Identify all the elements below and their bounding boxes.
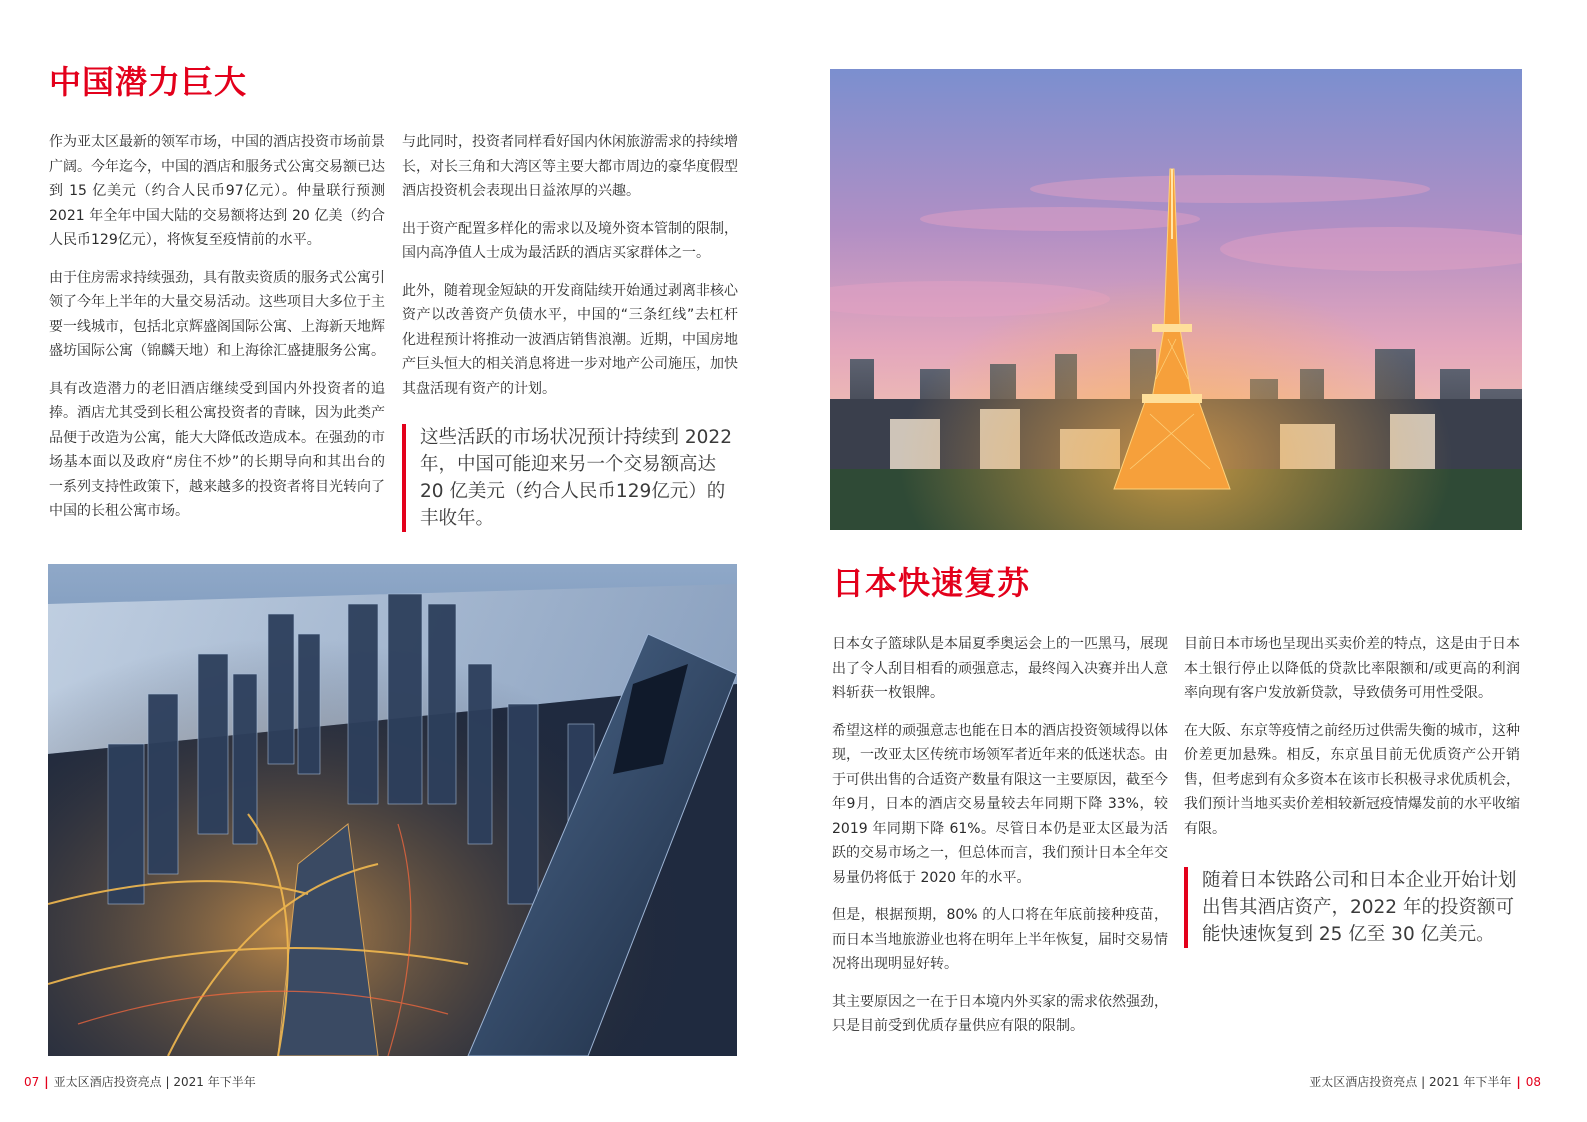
japan-column-2 [1184,632,1520,854]
japan-paragraph: 但是，根据预期，80% 的人口将在年底前接种疫苗，而日本当地旅游业也将在明年上半年恢复，届时交易情况将出现明显好转。 [832,907,1168,972]
shanghai-skyline-photo [48,564,737,1056]
right-footer [1309,1074,1541,1090]
left-footer [24,1074,256,1090]
footer-separator: | [1516,1075,1521,1089]
china-heading: 中国潜力巨大 [49,63,248,101]
japan-paragraph: 目前日本市场也呈现出买卖价差的特点，这是由于日本本土银行停止以降低的贷款比率限额和/或更高的利润率向现有客户发放新贷款，导致债务可用性受限。 [1184,636,1520,701]
china-paragraph: 与此同时，投资者同样看好国内休闲旅游需求的持续增长，对长三角和大湾区等主要大都市周边的豪华度假型酒店投资机会表现出日益浓厚的兴趣。 [402,134,738,199]
left-page-number: 07 [24,1075,40,1089]
china-paragraph: 具有改造潜力的老旧酒店继续受到国内外投资者的追捧。酒店尤其受到长租公寓投资者的青睐，因为此类产品便于改造为公寓，能大大降低改造成本。在强劲的市场基本面以及政府“房住不炒”的长期导向和其出台的一系列支持性政策下，越来越多的投资者将目光转向了中国的长租公寓市场。 [49,380,385,519]
left-footer-title: 亚太区酒店投资亮点 | 2021 年下半年 [53,1075,256,1089]
china-column-1 [49,130,385,537]
right-page-number: 08 [1525,1075,1541,1089]
footer-separator: | [44,1075,49,1089]
japan-paragraph: 其主要原因之一在于日本境内外买家的需求依然强劲，只是目前受到优质存量供应有限的限制。 [832,993,1168,1034]
japan-pull-quote: 随着日本铁路公司和日本企业开始计划出售其酒店资产，2022 年的投资额可能快速恢复到 25 亿至 30 亿美元。 [1184,867,1520,948]
japan-paragraph: 日本女子篮球队是本届夏季奥运会上的一匹黑马，展现出了令人刮目相看的顽强意志，最终闯入决赛并出人意料斩获一枚银牌。 [832,636,1168,701]
tokyo-tower-photo [830,69,1522,530]
china-paragraph: 作为亚太区最新的领军市场，中国的酒店投资市场前景广阔。今年迄今，中国的酒店和服务式公寓交易额已达到 15 亿美元（约合人民币97亿元）。仲量联行预测 2021 年全年中国大陆的交易额将达到 20 亿美（约合人民币129亿元），将恢复至疫情前的水平。 [49,134,385,248]
japan-heading: 日本快速复苏 [832,564,1031,602]
china-pull-quote: 这些活跃的市场状况预计持续到 2022 年，中国可能迎来另一个交易额高达 20 亿美元（约合人民币129亿元）的丰收年。 [402,424,738,532]
china-paragraph: 出于资产配置多样化的需求以及境外资本管制的限制，国内高净值人士成为最活跃的酒店买家群体之一。 [402,220,738,261]
japan-paragraph: 希望这样的顽强意志也能在日本的酒店投资领域得以体现，一改亚太区传统市场领军者近年来的低迷状态。由于可供出售的合适资产数量有限这一主要原因，截至今年9月，日本的酒店交易量较去年同期下降 33%，较 2019 年同期下降 61%。尽管日本仍是亚太区最为活跃的交易市场之一，但总体而言，我们预计日本全年交易量仍将低于 2020 年的水平。 [832,722,1168,886]
japan-column-1 [832,632,1168,1052]
china-column-2 [402,130,738,414]
china-paragraph: 由于住房需求持续强劲，具有散卖资质的服务式公寓引领了今年上半年的大量交易活动。这些项目大多位于主要一线城市，包括北京辉盛阁国际公寓、上海新天地辉盛坊国际公寓（锦麟天地）和上海徐汇盛捷服务公寓。 [49,269,385,359]
japan-paragraph: 在大阪、东京等疫情之前经历过供需失衡的城市，这种价差更加悬殊。相反，东京虽目前无优质资产公开销售，但考虑到有众多资本在该市长积极寻求优质机会，我们预计当地买卖价差相较新冠疫情爆发前的水平收缩有限。 [1184,722,1520,837]
china-paragraph: 此外，随着现金短缺的开发商陆续开始通过剥离非核心资产以改善资产负债水平，中国的“三条红线”去杠杆化进程预计将推动一波酒店销售浪潮。近期，中国房地产巨头恒大的相关消息将进一步对地产公司施压，加快其盘活现有资产的计划。 [402,282,738,397]
right-footer-title: 亚太区酒店投资亮点 | 2021 年下半年 [1309,1075,1512,1089]
